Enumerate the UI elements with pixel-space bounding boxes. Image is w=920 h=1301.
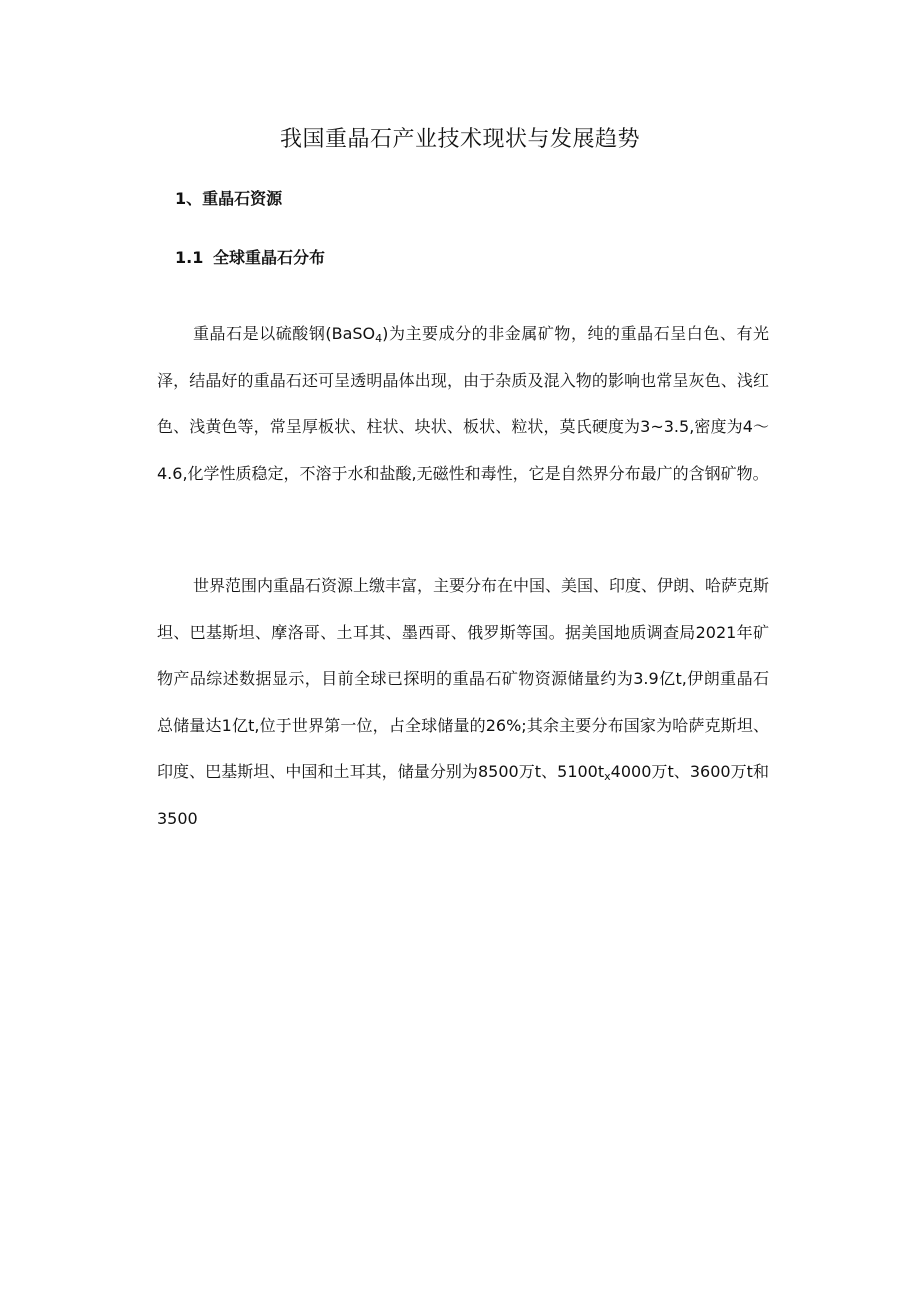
paragraph-2-subscript: x [604,770,611,783]
paragraph-1 [157,311,769,497]
document-title: 我国重晶石产业技术现状与发展趋势 [279,127,640,152]
section-heading: 1、重晶石资源 [175,189,283,208]
subsection-number: 1.1 [175,248,204,267]
paragraph-1-text-b: )为主要成分的非金属矿物，纯的重晶石呈白色、有光泽，结晶好的重晶石还可呈透明晶体出现，由于杂质及混入物的影响也常呈灰色、浅红色、浅黄色等，常呈厚板状、柱状、块状、板状、粒状，莫氏硬度为3~3.5,密度为4～4.6,化学性质稳定，不溶于水和盐酸,无磁性和毒性，它是自然界分布最广的含钢矿物。 [157,324,769,483]
paragraph-1-text-a: 重晶石是以硫酸钢(BaSO [193,324,376,343]
formula-subscript: 4 [375,332,383,345]
subsection-heading [175,245,325,271]
subsection-title: 全球重晶石分布 [213,248,326,267]
paragraph-2-text: 世界范围内重晶石资源上缴丰富，主要分布在中国、美国、印度、伊朗、哈萨克斯坦、巴基斯坦、摩洛哥、土耳其、墨西哥、俄罗斯等国。据美国地质调查局2021年矿物产品综述数据显示，目前全球已探明的重晶石矿物资源储量约为3.9亿t,伊朗重晶石总储量达1亿t,位于世界第一位，占全球储量的26%;其余主要分布国家为哈萨克斯坦、印度、巴基斯坦、中国和土耳其，储量分别为8500万t、5100t [157,576,770,781]
paragraph-2 [157,563,769,842]
paragraph-2-tail: 4000万t、3600万t和3500 [157,762,769,828]
